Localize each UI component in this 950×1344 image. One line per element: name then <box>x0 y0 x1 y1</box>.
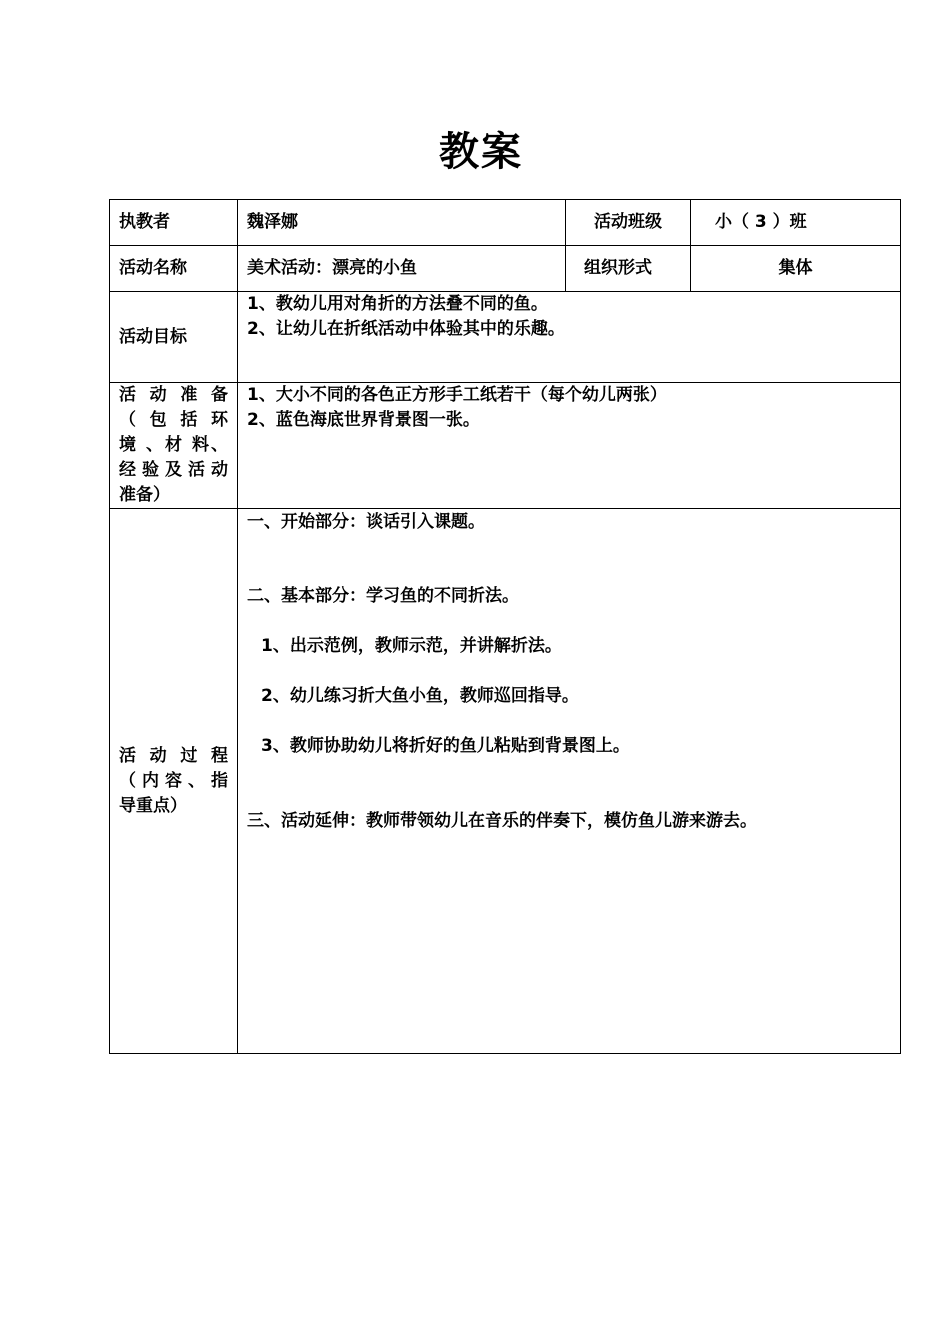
process-part-basic: 二、基本部分：学习鱼的不同折法。 <box>247 586 519 606</box>
process-label-line: 导重点） <box>119 795 187 816</box>
table-row <box>110 509 901 1054</box>
lesson-plan-table <box>109 199 901 1054</box>
process-step: 3、教师协助幼儿将折好的鱼儿粘贴到背景图上。 <box>261 736 630 756</box>
table-row <box>110 383 901 509</box>
page-title: 教案 <box>439 129 523 175</box>
goal-line: 2、让幼儿在折纸活动中体验其中的乐趣。 <box>247 319 565 339</box>
teacher-label: 执教者 <box>110 200 238 246</box>
prep-line: 1、大小不同的各色正方形手工纸若干（每个幼儿两张） <box>247 385 667 405</box>
org-value: 集体 <box>691 246 901 292</box>
table-row <box>110 246 901 292</box>
goal-label: 活动目标 <box>110 292 238 383</box>
teacher-value: 魏泽娜 <box>238 200 566 246</box>
prep-content <box>238 383 901 509</box>
goal-line: 1、教幼儿用对角折的方法叠不同的鱼。 <box>247 294 548 314</box>
class-label: 活动班级 <box>566 200 691 246</box>
process-label-line: 活 动 过 程 <box>119 745 228 766</box>
activity-label: 活动名称 <box>110 246 238 292</box>
process-step: 2、幼儿练习折大鱼小鱼，教师巡回指导。 <box>261 686 579 706</box>
activity-value: 美术活动：漂亮的小鱼 <box>238 246 566 292</box>
goal-content <box>238 292 901 383</box>
process-part-start: 一、开始部分：谈话引入课题。 <box>247 512 485 532</box>
process-label <box>110 509 238 1054</box>
org-label: 组织形式 <box>566 246 691 292</box>
process-part-extension: 三、活动延伸：教师带领幼儿在音乐的伴奏下，模仿鱼儿游来游去。 <box>247 811 757 831</box>
prep-label-line: 经 验 及 活 动 <box>119 460 228 480</box>
prep-label-line: 准备） <box>119 485 170 505</box>
prep-label-line: （ 包 括 环 <box>119 410 228 430</box>
prep-label-line: 活 动 准 备 <box>119 385 228 405</box>
prep-line: 2、蓝色海底世界背景图一张。 <box>247 410 480 430</box>
table-row <box>110 200 901 246</box>
process-label-line: （ 内 容 、 指 <box>119 770 228 791</box>
process-content <box>238 509 901 1054</box>
class-value: 小（ 3 ）班 <box>691 200 901 246</box>
process-step: 1、出示范例，教师示范，并讲解折法。 <box>261 636 562 656</box>
table-row <box>110 292 901 383</box>
prep-label <box>110 383 238 509</box>
prep-label-line: 境 、材 料、 <box>119 435 228 455</box>
